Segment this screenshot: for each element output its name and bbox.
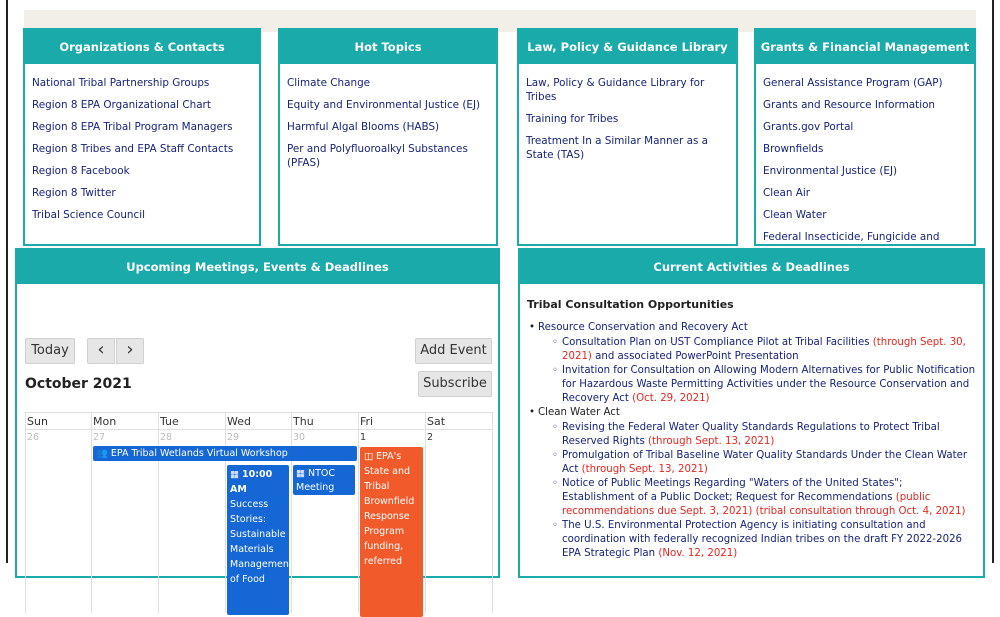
- today-button[interactable]: Today: [25, 338, 75, 364]
- deadline-text: (through Sept. 30, 2021): [562, 337, 966, 362]
- card-header: Organizations & Contacts: [25, 30, 259, 64]
- link-grants-gov[interactable]: Grants.gov Portal: [763, 121, 854, 133]
- organizations-contacts-card: [23, 28, 261, 246]
- cwa-label: Clean Water Act: [538, 407, 620, 418]
- link-tribal-reserved-rights[interactable]: Revising the Federal Water Quality Standards Regulations to Protect Tribal Reserved Rights: [562, 422, 940, 447]
- list-item: [552, 336, 976, 364]
- chevron-left-icon: ‹: [97, 339, 105, 360]
- dow-thu: Thu: [293, 415, 314, 428]
- card-header: Upcoming Meetings, Events & Deadlines: [17, 250, 498, 284]
- link-wotus-meetings[interactable]: Notice of Public Meetings Regarding "Waters of the United States"; Establishment of a Public Docket; Request for Recommendations: [562, 478, 903, 503]
- hot-topics-card: [278, 28, 498, 246]
- card-header: Law, Policy & Guidance Library: [519, 30, 736, 64]
- link-staff-contacts[interactable]: Region 8 Tribes and EPA Staff Contacts: [32, 143, 234, 155]
- link-org-chart[interactable]: Region 8 EPA Organizational Chart: [32, 99, 211, 111]
- link-ust-consultation-plan[interactable]: Consultation Plan on UST Compliance Pilot at Tribal Facilities: [562, 337, 870, 348]
- event-ntoc-meeting[interactable]: [293, 465, 355, 495]
- calendar-grid: [25, 412, 493, 612]
- meetings-card: [15, 248, 500, 585]
- next-month-button[interactable]: [116, 338, 144, 364]
- deadline-text: (through Sept. 13, 2021): [581, 464, 708, 475]
- law-policy-card: [517, 28, 738, 246]
- event-time: 10:00 AM: [230, 469, 273, 495]
- link-tas[interactable]: Treatment In a Similar Manner as a State (TAS): [526, 135, 709, 161]
- section-title: Tribal Consultation Opportunities: [527, 298, 734, 311]
- current-activities-card: [518, 248, 985, 578]
- card-header: Hot Topics: [280, 30, 496, 64]
- list-item: [552, 364, 976, 406]
- dow-sat: Sat: [427, 415, 446, 428]
- link-list: [519, 64, 736, 162]
- prev-month-button[interactable]: [87, 338, 115, 364]
- dow-wed: Wed: [227, 415, 251, 428]
- link-powerpoint[interactable]: PowerPoint Presentation: [675, 351, 799, 362]
- calendar-icon: ▦: [230, 469, 239, 480]
- calendar-month-title: October 2021: [25, 376, 132, 392]
- card-header: Grants & Financial Management: [756, 30, 974, 64]
- rcra-label: Resource Conservation and Recovery Act: [538, 322, 748, 333]
- link-strategic-plan[interactable]: The U.S. Environmental Protection Agency is initiating consultation and coordination with federally recognized Indian tribes on the draft FY 2022-2026 EPA Strategic Plan: [562, 520, 963, 559]
- link-brownfields[interactable]: Brownfields: [763, 143, 824, 155]
- deadline-text: (public recommendations due Sept. 3, 2021) (tribal consultation through Oct. 4, 2021): [562, 492, 966, 517]
- deadline-text: (Oct. 29, 2021): [632, 393, 710, 404]
- event-success-stories[interactable]: [227, 465, 293, 615]
- day-number: 30: [293, 432, 306, 443]
- link-facebook[interactable]: Region 8 Facebook: [32, 165, 130, 177]
- subscribe-button[interactable]: Subscribe: [418, 371, 492, 397]
- static-text: and associated: [595, 351, 673, 362]
- link-national-tribal-partnership[interactable]: National Tribal Partnership Groups: [32, 77, 210, 89]
- event-title: EPA Tribal Wetlands Virtual Workshop: [110, 448, 288, 459]
- list-item: [552, 519, 976, 561]
- link-list: [756, 64, 974, 244]
- cwa-sublist: [552, 421, 976, 561]
- link-list: [280, 64, 496, 170]
- event-title: NTOC Meeting: [296, 468, 336, 493]
- event-brownfield-response[interactable]: [360, 447, 423, 617]
- link-habs[interactable]: Harmful Algal Blooms (HABS): [287, 121, 440, 133]
- link-climate-change[interactable]: Climate Change: [287, 77, 371, 89]
- day-number: 2: [427, 432, 434, 443]
- rcra-sublist: [552, 336, 976, 406]
- link-clean-water[interactable]: Clean Water: [763, 209, 827, 221]
- link-environmental-justice[interactable]: Equity and Environmental Justice (EJ): [287, 99, 481, 111]
- card-header: Current Activities & Deadlines: [520, 250, 983, 284]
- day-number: 29: [227, 432, 240, 443]
- dow-sun: Sun: [27, 415, 48, 428]
- chevron-right-icon: ›: [126, 339, 134, 360]
- link-clean-air[interactable]: Clean Air: [763, 187, 811, 199]
- database-icon: ◫: [364, 451, 373, 462]
- link-tribal-program-managers[interactable]: Region 8 EPA Tribal Program Managers: [32, 121, 233, 133]
- day-number: 27: [93, 432, 106, 443]
- link-tribal-science-council[interactable]: Tribal Science Council: [32, 209, 145, 221]
- link-grants-resources[interactable]: Grants and Resource Information: [763, 99, 936, 111]
- link-list: [25, 64, 259, 222]
- calendar-icon: ▦: [296, 468, 305, 479]
- grants-card: [754, 28, 976, 246]
- deadline-text: (Nov. 12, 2021): [658, 548, 738, 559]
- link-twitter[interactable]: Region 8 Twitter: [32, 187, 116, 199]
- dow-mon: Mon: [93, 415, 117, 428]
- link-tribal-baseline-wqs[interactable]: Promulgation of Tribal Baseline Water Quality Standards Under the Clean Water Act: [562, 450, 968, 475]
- event-title: Success Stories: Sustainable Materials Management of Food: [230, 499, 293, 585]
- dow-fri: Fri: [360, 415, 374, 428]
- day-number: 1: [360, 432, 367, 443]
- add-event-button[interactable]: Add Event: [415, 338, 492, 364]
- link-fifra[interactable]: Federal Insecticide, Fungicide and: [763, 231, 940, 243]
- link-guidance-library[interactable]: Law, Policy & Guidance Library for Tribes: [526, 77, 705, 103]
- link-hazardous-waste-consultation[interactable]: Invitation for Consultation on Allowing Modern Alternatives for Public Notification for Hazardous Waste Permitting Activities under the Resource Conservation and Recovery Act: [562, 365, 976, 404]
- list-item: [552, 421, 976, 449]
- day-number: 28: [160, 432, 173, 443]
- day-number: 26: [27, 432, 40, 443]
- link-pfas[interactable]: Per and Polyfluoroalkyl Substances (PFAS): [287, 143, 468, 169]
- link-gap[interactable]: General Assistance Program (GAP): [763, 77, 943, 89]
- activity-list: [527, 321, 976, 561]
- event-wetlands-workshop[interactable]: [93, 446, 357, 461]
- activities-body: [520, 284, 983, 561]
- list-item: [552, 449, 976, 477]
- event-title: EPA's State and Tribal Brownfield Response Program funding, referred: [364, 451, 415, 567]
- dow-tue: Tue: [160, 415, 179, 428]
- list-item: [552, 477, 976, 519]
- link-training[interactable]: Training for Tribes: [526, 113, 619, 125]
- link-ej[interactable]: Environmental Justice (EJ): [763, 165, 898, 177]
- list-item-cwa: [527, 406, 976, 561]
- list-item-rcra: [527, 321, 976, 406]
- deadline-text: (through Sept. 13, 2021): [648, 436, 775, 447]
- group-icon: 👥: [96, 448, 108, 459]
